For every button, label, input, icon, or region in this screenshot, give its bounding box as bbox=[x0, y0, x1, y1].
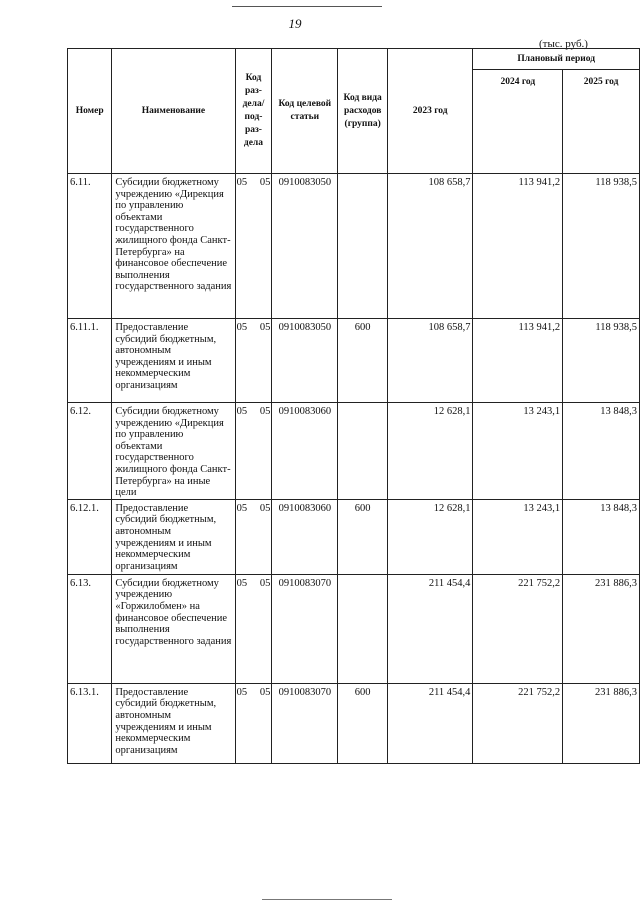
row-expense-type: 600 bbox=[338, 319, 388, 403]
row-name: Предоставление субсидий бюджетным, автономным учреждениям и иным некоммерческим организациям bbox=[112, 683, 235, 763]
row-amount-2024: 13 243,1 bbox=[473, 403, 563, 500]
table-row bbox=[68, 403, 640, 500]
table-row bbox=[68, 574, 640, 683]
row-section: 05 bbox=[236, 406, 248, 417]
row-amount-2024: 113 941,2 bbox=[473, 174, 563, 319]
row-razdel bbox=[235, 499, 272, 574]
row-expense-type: 600 bbox=[338, 683, 388, 763]
row-section: 05 bbox=[236, 322, 248, 333]
row-number: 6.11.1. bbox=[68, 319, 112, 403]
bottom-rule bbox=[262, 899, 392, 900]
row-subsection: 05 bbox=[259, 577, 271, 589]
row-amount-2025: 231 886,3 bbox=[563, 683, 640, 763]
row-number: 6.13. bbox=[68, 574, 112, 683]
header-expense-type: Код вида расходов (группа) bbox=[338, 49, 388, 174]
row-name: Предоставление субсидий бюджетным, автономным учреждениям и иным некоммерческим организациям bbox=[112, 499, 235, 574]
row-amount-2024: 13 243,1 bbox=[473, 499, 563, 574]
row-target-article: 0910083060 bbox=[272, 403, 338, 500]
row-amount-2025: 118 938,5 bbox=[563, 319, 640, 403]
budget-table bbox=[67, 48, 640, 764]
header-year-2023: 2023 год bbox=[388, 49, 473, 174]
row-expense-type bbox=[338, 174, 388, 319]
units-label: (тыс. руб.) bbox=[539, 38, 588, 50]
row-subsection: 05 bbox=[259, 406, 271, 417]
row-amount-2023: 108 658,7 bbox=[388, 319, 473, 403]
table-header bbox=[68, 49, 640, 174]
row-razdel bbox=[235, 174, 272, 319]
row-amount-2023: 211 454,4 bbox=[388, 574, 473, 683]
row-number: 6.13.1. bbox=[68, 683, 112, 763]
row-section: 05 bbox=[236, 502, 248, 514]
row-target-article: 0910083050 bbox=[272, 319, 338, 403]
row-section: 05 bbox=[236, 577, 248, 589]
row-expense-type bbox=[338, 574, 388, 683]
row-subsection: 05 bbox=[259, 686, 271, 698]
header-razdel: Код раз-дела/ под-раз-дела bbox=[235, 49, 272, 174]
row-number: 6.12.1. bbox=[68, 499, 112, 574]
page-number: 19 bbox=[288, 16, 302, 31]
row-subsection: 05 bbox=[259, 502, 271, 514]
header-target-article: Код целевой статьи bbox=[272, 49, 338, 174]
row-amount-2025: 13 848,3 bbox=[563, 403, 640, 500]
row-subsection: 05 bbox=[259, 322, 271, 333]
row-amount-2024: 221 752,2 bbox=[473, 683, 563, 763]
table-row bbox=[68, 683, 640, 763]
header-year-2024: 2024 год bbox=[473, 70, 563, 174]
row-subsection: 05 bbox=[259, 177, 271, 188]
row-expense-type: 600 bbox=[338, 499, 388, 574]
header-name: Наименование bbox=[112, 49, 235, 174]
row-amount-2023: 12 628,1 bbox=[388, 403, 473, 500]
row-amount-2023: 108 658,7 bbox=[388, 174, 473, 319]
row-amount-2025: 231 886,3 bbox=[563, 574, 640, 683]
top-rule bbox=[232, 6, 382, 7]
row-amount-2025: 13 848,3 bbox=[563, 499, 640, 574]
row-target-article: 0910083050 bbox=[272, 174, 338, 319]
row-name: Субсидии бюджетному учреждению «Дирекция по управлению объектами государственного жилищного фонда Санкт-Петербурга» на иные цели bbox=[112, 403, 235, 500]
row-amount-2024: 113 941,2 bbox=[473, 319, 563, 403]
row-amount-2024: 221 752,2 bbox=[473, 574, 563, 683]
row-number: 6.12. bbox=[68, 403, 112, 500]
row-target-article: 0910083070 bbox=[272, 574, 338, 683]
row-razdel bbox=[235, 683, 272, 763]
row-target-article: 0910083070 bbox=[272, 683, 338, 763]
table-row bbox=[68, 319, 640, 403]
row-name: Субсидии бюджетному учреждению «Дирекция по управлению объектами государственного жилищного фонда Санкт-Петербурга» на финансовое обеспечение выполнения государственного задания bbox=[112, 174, 235, 319]
row-name: Предоставление субсидий бюджетным, автономным учреждениям и иным некоммерческим организациям bbox=[112, 319, 235, 403]
table-row bbox=[68, 174, 640, 319]
row-amount-2023: 211 454,4 bbox=[388, 683, 473, 763]
row-razdel bbox=[235, 319, 272, 403]
row-name: Субсидии бюджетному учреждению «Горжилобмен» на финансовое обеспечение выполнения государственного задания bbox=[112, 574, 235, 683]
row-number: 6.11. bbox=[68, 174, 112, 319]
header-number: Номер bbox=[68, 49, 112, 174]
row-section: 05 bbox=[236, 686, 248, 698]
header-plan-period: Плановый период bbox=[473, 49, 640, 70]
row-target-article: 0910083060 bbox=[272, 499, 338, 574]
row-section: 05 bbox=[236, 177, 248, 188]
row-amount-2025: 118 938,5 bbox=[563, 174, 640, 319]
row-amount-2023: 12 628,1 bbox=[388, 499, 473, 574]
row-razdel bbox=[235, 574, 272, 683]
header-year-2025: 2025 год bbox=[563, 70, 640, 174]
row-expense-type bbox=[338, 403, 388, 500]
row-razdel bbox=[235, 403, 272, 500]
table-row bbox=[68, 499, 640, 574]
